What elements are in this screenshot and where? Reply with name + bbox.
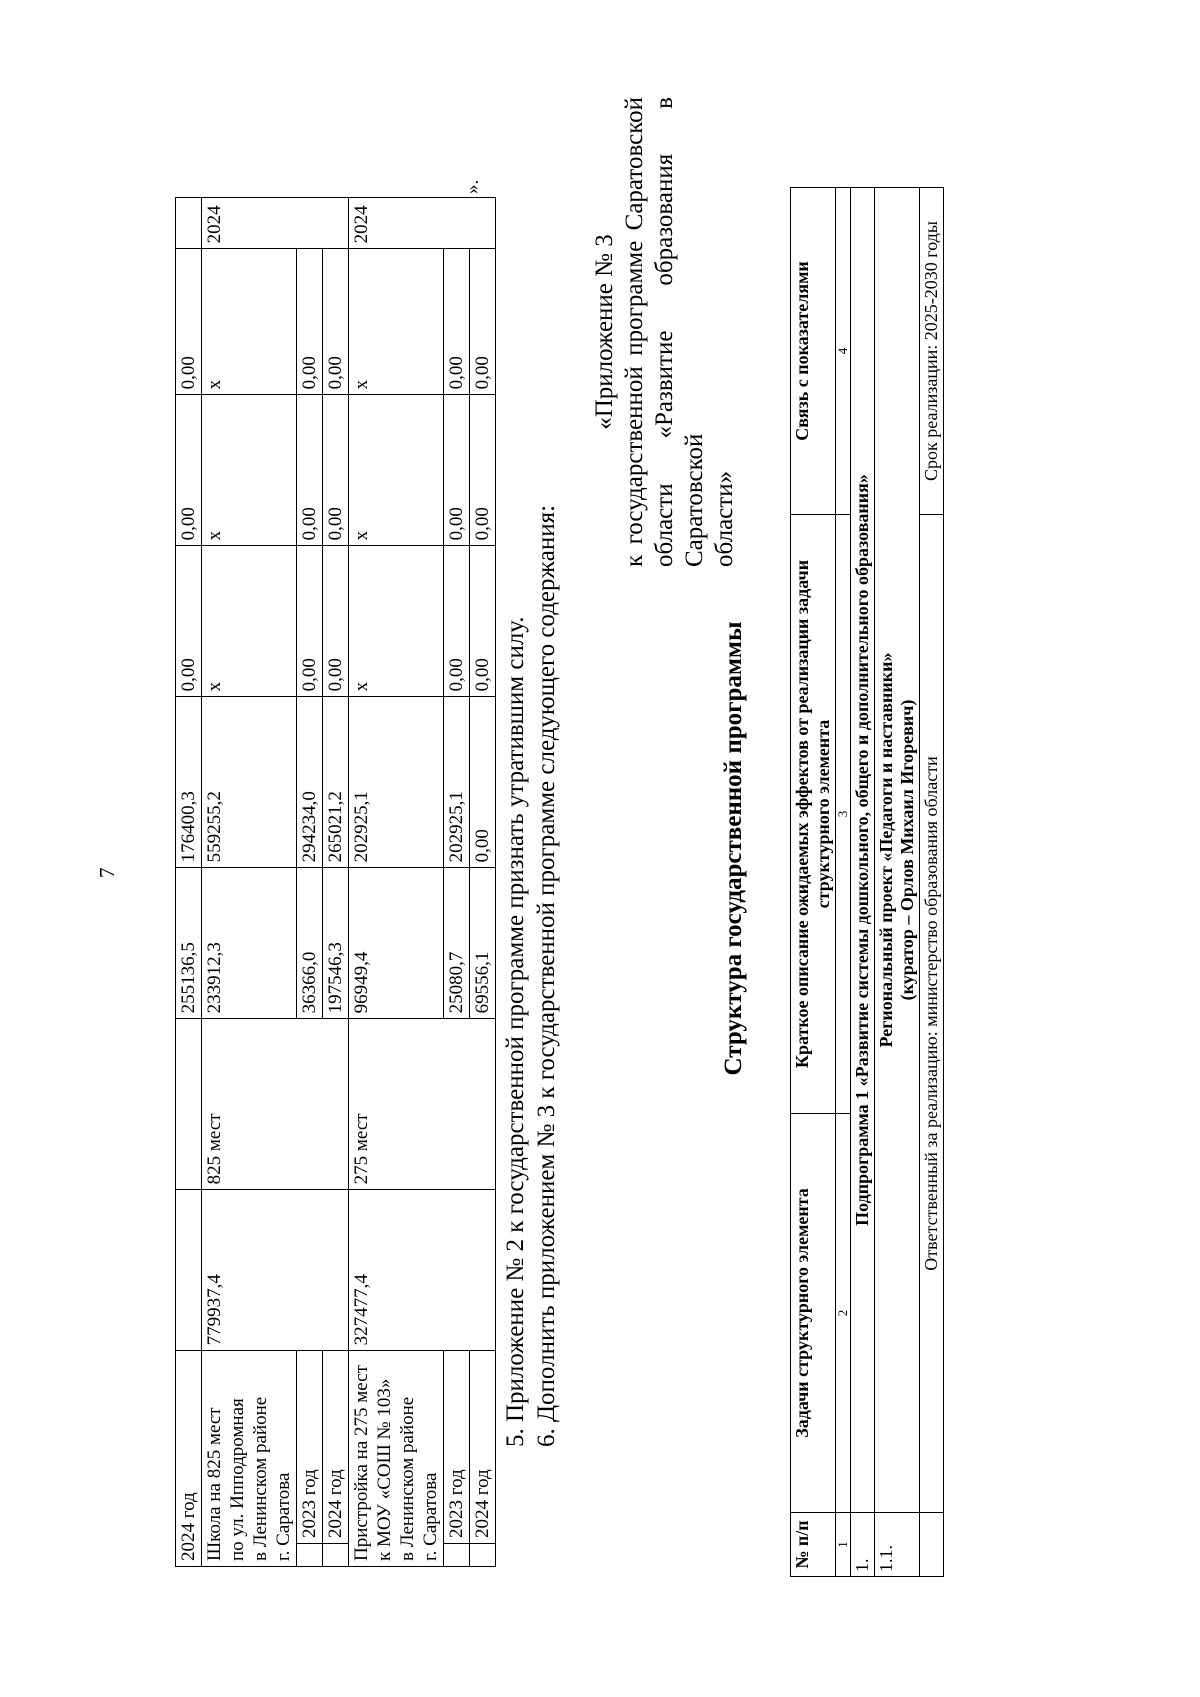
object-name-line: в Ленинском районе <box>397 1396 418 1561</box>
table-cell: х <box>349 395 444 546</box>
table-cell: 202925,1 <box>349 697 444 868</box>
table-row <box>349 198 444 1567</box>
spacer-cell <box>470 1544 496 1567</box>
section-title: Структура государственной программы <box>720 621 747 1076</box>
structure-table <box>790 187 944 1577</box>
table-cell: 233912,3 <box>202 868 297 1019</box>
column-header: № п/п <box>791 1513 836 1577</box>
table-row <box>920 188 944 1577</box>
page-number: 7 <box>95 867 119 878</box>
list-item: 5. Приложение № 2 к государственной программе признать утратившим силу. <box>502 616 529 1447</box>
responsible-cell: Ответственный за реализацию: министерство образования области <box>920 515 944 1513</box>
table-cell: х <box>349 546 444 697</box>
year-cell: 2024 <box>202 198 349 249</box>
column-number: 2 <box>836 1114 851 1513</box>
row-label: 2024 год <box>323 1351 349 1544</box>
spacer-cell <box>297 1544 323 1567</box>
column-number: 1 <box>836 1513 851 1577</box>
total-cost-cell: 327477,4 <box>349 1190 496 1351</box>
table-cell: 0,00 <box>470 395 496 546</box>
project-cell <box>875 188 920 1513</box>
row-label: 2023 год <box>297 1351 323 1544</box>
capacity-cell: 275 мест <box>349 1019 496 1190</box>
project-curator: (куратор – Орлов Михаил Игоревич) <box>897 699 917 1001</box>
table-row <box>202 198 297 1567</box>
column-number: 3 <box>836 515 851 1114</box>
table-cell: 36366,0 <box>297 868 323 1019</box>
table-row <box>176 198 202 1567</box>
annex-heading <box>590 97 740 567</box>
table-cell: 0,00 <box>323 395 349 546</box>
table-cell <box>176 198 202 249</box>
row-label: 2023 год <box>444 1351 470 1544</box>
table-cell: 559255,2 <box>202 697 297 868</box>
column-header: Связь с показателями <box>791 188 836 515</box>
row-label: 2024 год <box>176 1351 202 1567</box>
object-name-line: по ул. Ипподромная <box>227 1398 248 1561</box>
column-numbers-row <box>836 188 851 1577</box>
table-cell: 0,00 <box>297 395 323 546</box>
table-cell: 0,00 <box>176 546 202 697</box>
annex-body: к государственной программе Саратовской области «Развитие образования в Саратовской <box>621 97 708 567</box>
object-name-cell <box>349 1351 444 1567</box>
object-name-line: в Ленинском районе <box>250 1396 271 1561</box>
row-label: 2024 год <box>470 1351 496 1544</box>
object-name-cell <box>202 1351 297 1567</box>
project-title: Региональный проект «Педагоги и наставники» <box>876 652 896 1048</box>
table-cell: 265021,2 <box>323 697 349 868</box>
table-cell: 255136,5 <box>176 868 202 1019</box>
object-name-line: Пристройка на 275 мест <box>351 1365 372 1561</box>
empty-cell <box>920 1513 944 1577</box>
capacity-cell: 825 мест <box>202 1019 349 1190</box>
subprogram-title: Подпрограмма 1 «Развитие системы дошкольного, общего и дополнительного образования» <box>851 188 875 1513</box>
annex-title: «Приложение № 3 <box>591 234 618 430</box>
table-cell: 0,00 <box>470 546 496 697</box>
table-cell: 0,00 <box>470 249 496 395</box>
table-cell: х <box>202 546 297 697</box>
spacer-cell <box>444 1544 470 1567</box>
table-cell: х <box>349 249 444 395</box>
table-cell: 0,00 <box>176 249 202 395</box>
table-cell: 197546,3 <box>323 868 349 1019</box>
closing-quote: ». <box>462 179 483 194</box>
year-cell: 2024 <box>349 198 496 249</box>
table-cell: 0,00 <box>323 546 349 697</box>
table-cell <box>176 1190 202 1351</box>
annex-body-end: области» <box>711 470 738 567</box>
table-cell: х <box>202 395 297 546</box>
table-cell: 202925,1 <box>444 697 470 868</box>
table-row <box>323 198 349 1567</box>
financing-table <box>175 197 496 1567</box>
total-cost-cell: 779937,4 <box>202 1190 349 1351</box>
object-name-line: г. Саратова <box>420 1472 441 1561</box>
table-row <box>297 198 323 1567</box>
table-cell: 0,00 <box>444 395 470 546</box>
list-item: 6. Дополнить приложением № 3 к государственной программе следующего содержания: <box>533 504 560 1447</box>
column-header: Краткое описание ожидаемых эффектов от реализации задачи структурного элемента <box>791 515 836 1114</box>
table-cell: 0,00 <box>470 697 496 868</box>
table-cell: 0,00 <box>444 249 470 395</box>
table-cell: 69556,1 <box>470 868 496 1019</box>
table-cell: 0,00 <box>297 249 323 395</box>
table-header-row <box>791 188 836 1577</box>
table-cell: х <box>202 249 297 395</box>
table-cell: 0,00 <box>323 249 349 395</box>
object-name-line: Школа на 825 мест <box>204 1407 225 1561</box>
object-name-line: к МОУ «СОШ № 103» <box>374 1378 395 1561</box>
table-cell <box>176 1019 202 1190</box>
column-header: Задачи структурного элемента <box>791 1114 836 1513</box>
table-cell: 96949,4 <box>349 868 444 1019</box>
object-name-line: г. Саратова <box>273 1472 294 1561</box>
table-row <box>851 188 875 1577</box>
spacer-cell <box>323 1544 349 1567</box>
numbered-items <box>500 505 562 1447</box>
column-number: 4 <box>836 188 851 515</box>
table-cell: 0,00 <box>176 395 202 546</box>
table-cell: 294234,0 <box>297 697 323 868</box>
table-cell: 176400,3 <box>176 697 202 868</box>
row-number: 1.1. <box>875 1513 920 1577</box>
table-cell: 0,00 <box>444 546 470 697</box>
table-row <box>875 188 920 1577</box>
table-cell: 25080,7 <box>444 868 470 1019</box>
table-row <box>444 198 470 1567</box>
period-cell: Срок реализации: 2025-2030 годы <box>920 188 944 515</box>
row-number: 1. <box>851 1513 875 1577</box>
table-row <box>470 198 496 1567</box>
table-cell: 0,00 <box>297 546 323 697</box>
